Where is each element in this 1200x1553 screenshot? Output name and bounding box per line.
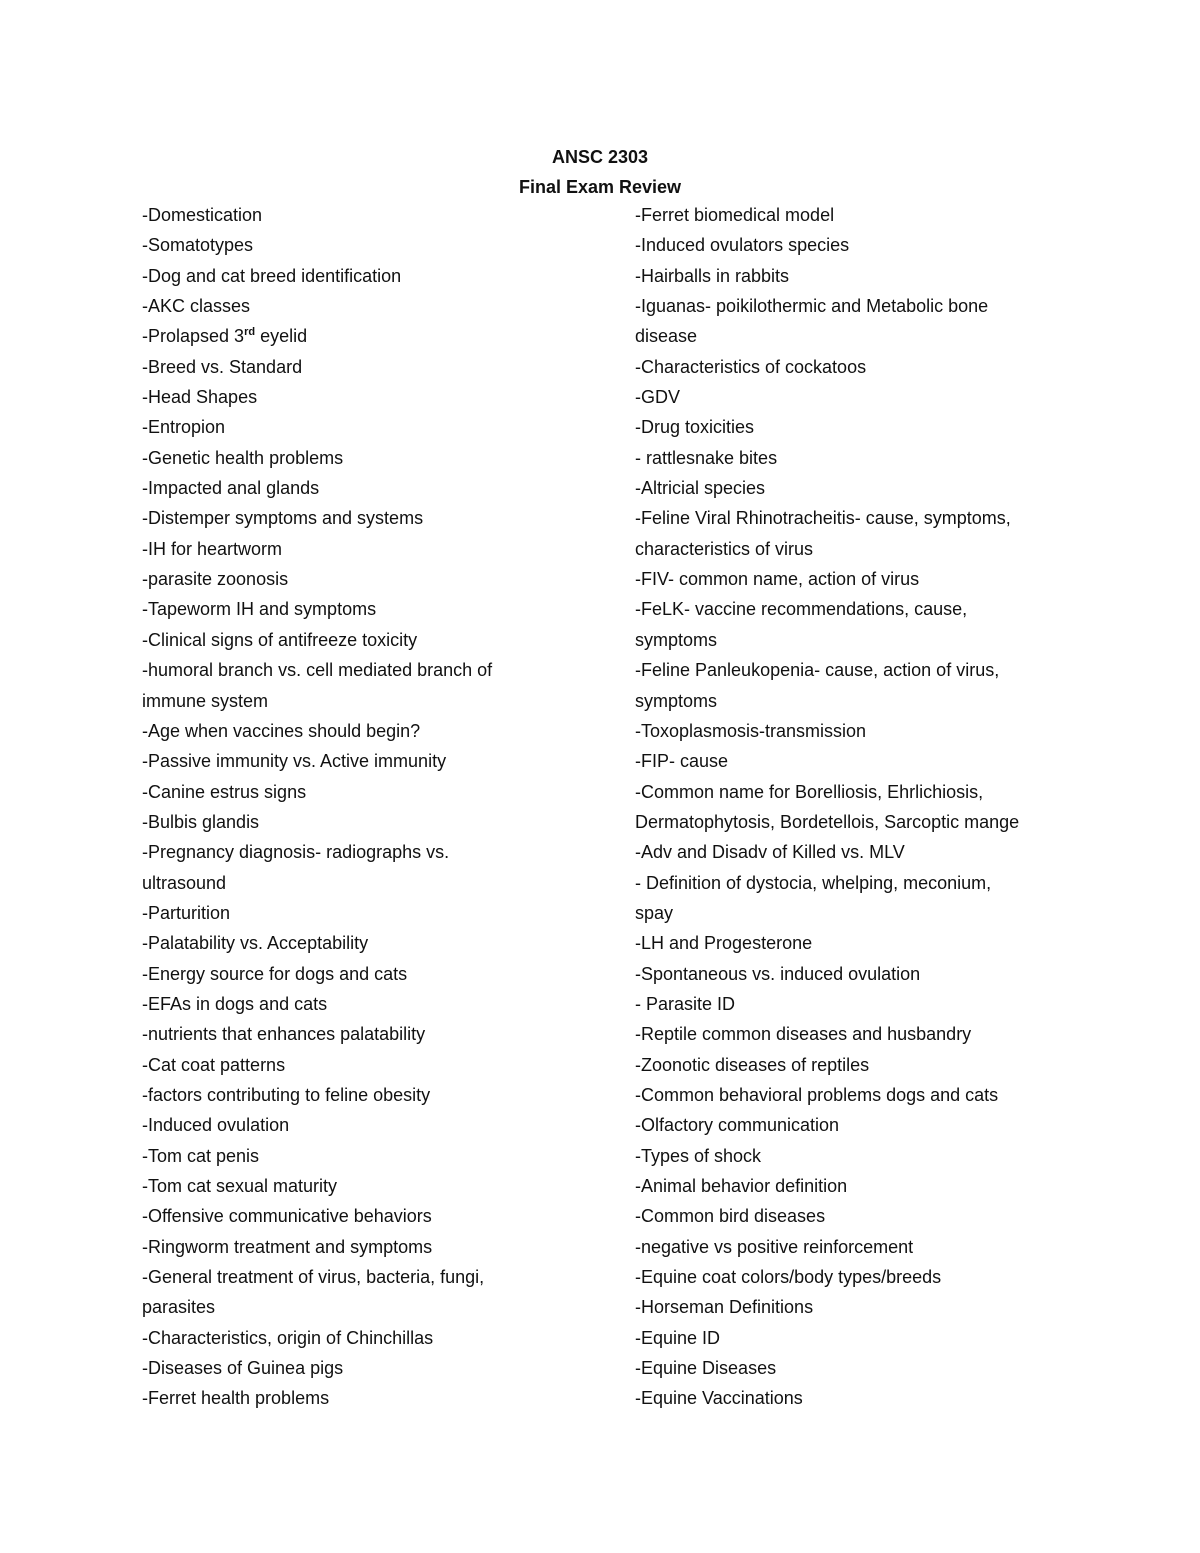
topic-line: -Common name for Borelliosis, Ehrlichiosis, bbox=[635, 781, 984, 802]
topic-line: -Hairballs in rabbits bbox=[635, 265, 790, 286]
topic-line: -Tapeworm IH and symptoms bbox=[142, 599, 377, 620]
topic-line: -nutrients that enhances palatability bbox=[142, 1024, 426, 1045]
topic-line: parasites bbox=[142, 1297, 216, 1318]
topic-line: -Induced ovulation bbox=[142, 1115, 290, 1136]
topic-line: - rattlesnake bites bbox=[635, 447, 778, 468]
topic-line: symptoms bbox=[635, 690, 718, 711]
topic-line: -Age when vaccines should begin? bbox=[142, 720, 421, 741]
topic-line: -Genetic health problems bbox=[142, 447, 344, 468]
topic-line: -Equine coat colors/body types/breeds bbox=[635, 1267, 942, 1288]
topic-line: -Breed vs. Standard bbox=[142, 356, 303, 377]
topic-line: -Impacted anal glands bbox=[142, 478, 320, 499]
ordinal-superscript: rd bbox=[244, 326, 256, 339]
topic-line: -Head Shapes bbox=[142, 387, 258, 408]
topic-line: -Ferret health problems bbox=[142, 1388, 330, 1409]
topic-line: -humoral branch vs. cell mediated branch of bbox=[142, 660, 493, 681]
topic-line: -Cat coat patterns bbox=[142, 1054, 286, 1075]
topic-line: -Offensive communicative behaviors bbox=[142, 1206, 432, 1227]
topic-text: eyelid bbox=[255, 326, 308, 347]
topic-line: -Bulbis glandis bbox=[142, 811, 260, 832]
topic-line: -Olfactory communication bbox=[635, 1115, 840, 1136]
topic-line: -Drug toxicities bbox=[635, 417, 755, 438]
topic-line: characteristics of virus bbox=[635, 538, 814, 559]
topic-line: -Ringworm treatment and symptoms bbox=[142, 1236, 433, 1257]
topic-line: -Horseman Definitions bbox=[635, 1297, 814, 1318]
topic-line: -FIV- common name, action of virus bbox=[635, 569, 920, 590]
page-title: Final Exam Review bbox=[518, 177, 682, 197]
topic-line: - Parasite ID bbox=[635, 993, 736, 1014]
topic-line: -Characteristics of cockatoos bbox=[635, 356, 867, 377]
topic-line: -GDV bbox=[635, 387, 680, 408]
topic-line: Dermatophytosis, Bordetellois, Sarcoptic mange bbox=[635, 811, 1020, 832]
topic-line: -Clinical signs of antifreeze toxicity bbox=[142, 629, 418, 650]
topic-line: -Iguanas- poikilothermic and Metabolic bone bbox=[635, 296, 989, 317]
topic-line: -Equine ID bbox=[635, 1327, 721, 1348]
topic-line: -Equine Vaccinations bbox=[635, 1388, 803, 1409]
topic-line: - Definition of dystocia, whelping, meconium, bbox=[635, 872, 992, 893]
topic-line: disease bbox=[635, 326, 698, 347]
topic-line: immune system bbox=[142, 690, 269, 711]
topic-line: -Induced ovulators species bbox=[635, 235, 850, 256]
topic-line: -Passive immunity vs. Active immunity bbox=[142, 751, 447, 772]
topic-line: -FIP- cause bbox=[635, 751, 729, 772]
topic-line: -Distemper symptoms and systems bbox=[142, 508, 424, 529]
topic-line: -Tom cat penis bbox=[142, 1145, 260, 1166]
left-topic-list bbox=[142, 200, 562, 1414]
topic-line: -Animal behavior definition bbox=[635, 1176, 848, 1196]
topic-line: -Domestication bbox=[142, 205, 263, 225]
topic-line: -Dog and cat breed identification bbox=[142, 265, 402, 286]
topic-line: -AKC classes bbox=[142, 296, 251, 317]
topic-line: ultrasound bbox=[142, 872, 227, 893]
topic-line: -Zoonotic diseases of reptiles bbox=[635, 1054, 870, 1075]
topic-line: -Diseases of Guinea pigs bbox=[142, 1358, 344, 1379]
topic-line: -Reptile common diseases and husbandry bbox=[635, 1024, 972, 1045]
topic-line: spay bbox=[635, 902, 674, 923]
topic-line: -factors contributing to feline obesity bbox=[142, 1084, 431, 1105]
topic-line: -Characteristics, origin of Chinchillas bbox=[142, 1327, 434, 1348]
topic-line: -Spontaneous vs. induced ovulation bbox=[635, 963, 921, 984]
topic-line: -EFAs in dogs and cats bbox=[142, 993, 328, 1014]
topic-line: -Ferret biomedical model bbox=[635, 205, 835, 225]
topic-line: symptoms bbox=[635, 629, 718, 650]
topic-line: -Pregnancy diagnosis- radiographs vs. bbox=[142, 842, 450, 863]
topic-line: -Types of shock bbox=[635, 1145, 762, 1166]
topic-line: -Toxoplasmosis-transmission bbox=[635, 720, 867, 741]
topic-line: -Somatotypes bbox=[142, 235, 254, 256]
topic-line: -Palatability vs. Acceptability bbox=[142, 933, 369, 954]
right-topic-list bbox=[635, 200, 1075, 1414]
topic-line: -Adv and Disadv of Killed vs. MLV bbox=[635, 842, 905, 863]
topic-line: -Parturition bbox=[142, 902, 231, 923]
topic-line: -Feline Panleukopenia- cause, action of virus, bbox=[635, 660, 1000, 681]
topic-line: -Equine Diseases bbox=[635, 1358, 777, 1379]
topic-line: -Energy source for dogs and cats bbox=[142, 963, 408, 984]
topic-line: -Altricial species bbox=[635, 478, 766, 499]
topic-line: -parasite zoonosis bbox=[142, 569, 289, 590]
topic-text: -Prolapsed 3 bbox=[142, 326, 245, 347]
topic-line: -Tom cat sexual maturity bbox=[142, 1176, 338, 1196]
topic-line: -LH and Progesterone bbox=[635, 933, 813, 954]
topic-line bbox=[142, 321, 562, 351]
topic-line: -FeLK- vaccine recommendations, cause, bbox=[635, 599, 968, 620]
topic-line: -Entropion bbox=[142, 417, 226, 438]
topic-line: -Common behavioral problems dogs and cats bbox=[635, 1084, 999, 1105]
topic-line: -Common bird diseases bbox=[635, 1206, 826, 1227]
topic-line: -negative vs positive reinforcement bbox=[635, 1236, 914, 1257]
topic-line: -Canine estrus signs bbox=[142, 781, 307, 802]
course-code: ANSC 2303 bbox=[551, 147, 649, 167]
topic-line: -IH for heartworm bbox=[142, 538, 283, 559]
topic-line: -General treatment of virus, bacteria, fungi, bbox=[142, 1267, 485, 1288]
topic-line: -Feline Viral Rhinotracheitis- cause, symptoms, bbox=[635, 508, 1011, 529]
